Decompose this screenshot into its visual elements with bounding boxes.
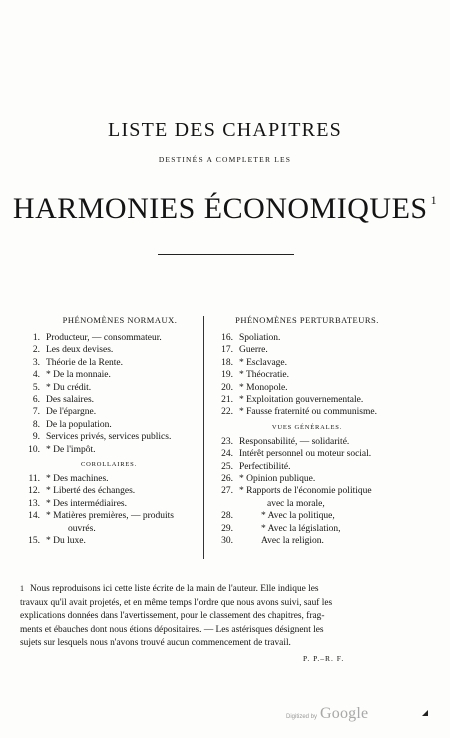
google-watermark [286,705,368,723]
item-text: Guerre. [239,345,268,356]
item-text: Perfectibilité. [239,461,291,472]
item-text: * Fausse fraternité ou communisme. [239,407,377,418]
item-text: * Opinion publique. [239,474,316,485]
title-footnote-marker: 1 [430,193,438,207]
item-number: 22. [221,407,233,418]
item-text: Services privés, services publics. [46,432,172,443]
list-item [18,485,200,497]
column-divider [203,316,204,559]
list-item [18,382,200,394]
item-number: 10. [28,444,40,455]
item-number: 19. [221,370,233,381]
item-text: Théorie de la Rente. [46,357,124,368]
footnote-marker: 1 [20,584,24,593]
right-column [207,314,407,548]
watermark-prefix: Digitized by [286,714,318,720]
list-item [18,369,200,381]
item-text: Responsabilité, — solidarité. [239,436,350,447]
item-text: Des salaires. [46,395,95,406]
item-text: * Esclavage. [239,357,288,368]
item-text: * Monopole. [239,382,288,393]
item-text: Producteur, — consommateur. [46,333,162,343]
list-item [207,344,407,356]
left-items [18,332,200,456]
footnote-signature: P. P.–R. F. [303,654,345,663]
item-text: Intérêt personnel ou moteur social. [239,449,372,460]
list-item [207,332,407,344]
list-item [18,535,200,547]
item-number: 25. [221,461,233,472]
list-item [207,510,407,522]
item-number: 1. [32,333,40,343]
list-item [18,444,200,456]
item-text: * Théocratie. [239,370,289,381]
item-text: Les deux devises. [46,345,114,356]
item-text: Spoliation. [239,333,281,343]
title-destines-a-completer: DESTINÉS A COMPLETER LES [158,155,292,164]
item-number: 24. [221,449,233,460]
item-text: * Des intermédiaires. [46,498,127,509]
list-item [207,436,407,448]
left-column-heading: PHÉNOMÈNES NORMAUX. [62,315,178,325]
item-number: 20. [221,382,233,393]
item-number: 9. [32,432,40,443]
item-number: 8. [32,419,40,430]
item-number: 28. [221,511,233,522]
item-text: * Du crédit. [46,382,92,393]
item-text: De l'épargne. [46,407,97,418]
footnote-line [20,582,432,597]
footnote-line: sujets sur lesquels nous n'avons trouvé aucun commencement de travail. [20,638,291,649]
list-item [18,394,200,406]
list-item [18,419,200,431]
item-text: Avec la religion. [261,536,324,547]
list-item [18,344,200,356]
title-liste-des-chapitres: LISTE DES CHAPITRES [108,119,342,141]
item-continuation: avec la morale, [267,498,325,509]
list-item [207,394,407,406]
right-subheading-vues-generales: VUES GÉNÉRALES. [271,423,343,431]
item-text: * De l'impôt. [46,444,96,455]
list-item [207,485,407,497]
item-number: 12. [28,486,40,497]
item-number: 2. [32,345,40,356]
google-logo: Google [320,705,369,722]
item-number: 14. [28,511,40,522]
list-item [207,406,407,418]
footnote-line: travaux qu'il avait projetés, et en même temps l'ordre que nous avons suivi, sauf les [20,597,333,608]
list-item [207,523,407,535]
list-item [207,461,407,473]
list-item [207,448,407,460]
item-text: * Rapports de l'économie politique [239,486,372,497]
title-divider [158,254,294,255]
list-item [207,382,407,394]
item-number: 23. [221,436,233,447]
item-number: 3. [32,357,40,368]
item-number: 27. [221,486,233,497]
item-number: 30. [221,536,233,547]
item-text: * Matières premières, — produits [46,511,174,522]
list-item [18,332,200,344]
item-number: 5. [32,382,40,393]
title-main-text: HARMONIES ÉCONOMIQUES [12,192,428,225]
footnote-text: Nous reproduisons ici cette liste écrite de la main de l'auteur. Elle indique les [30,584,319,594]
footnote-line: explications données dans l'avertissement, pour le classement des chapitres, frag- [20,611,325,622]
item-number: 26. [221,474,233,485]
item-number: 7. [32,407,40,418]
item-number: 6. [32,395,40,406]
item-number: 29. [221,523,233,534]
footnote-line: ments et ébauches dont nous étions dépositaires. — Les astérisques désignent les [20,624,324,635]
right-items-2 [207,436,407,548]
item-text: * Liberté des échanges. [46,486,136,497]
title-harmonies-economiques [0,182,450,227]
left-items-2 [18,473,200,547]
item-number: 11. [28,474,40,485]
item-number: 15. [28,536,40,547]
item-continuation: ouvrés. [68,523,96,534]
corner-triangle-icon [422,710,428,716]
item-text: * Des machines. [46,474,109,485]
item-number: 13. [28,498,40,509]
list-item [18,406,200,418]
item-text: * Exploitation gouvernementale. [239,395,364,406]
right-items [207,332,407,419]
item-number: 21. [221,395,233,406]
list-item [207,535,407,547]
list-item [207,369,407,381]
item-number: 18. [221,357,233,368]
item-text: * Avec la politique, [261,511,335,522]
item-text: * De la monnaie. [46,370,111,381]
item-number: 17. [221,345,233,356]
right-column-heading: PHÉNOMÈNES PERTURBATEURS. [235,315,379,325]
item-text: * Avec la législation, [261,523,341,534]
item-number: 16. [221,333,233,343]
list-item [18,510,200,522]
footnote [20,582,432,651]
list-item [207,357,407,369]
list-item [18,498,200,510]
item-text: De la population. [46,419,112,430]
left-subheading-corollaires: COROLLAIRES. [80,461,137,469]
list-item [18,431,200,443]
item-text: * Du luxe. [46,536,86,547]
item-number: 4. [32,370,40,381]
list-item [18,357,200,369]
list-item [18,473,200,485]
left-column [18,314,200,548]
list-item [207,473,407,485]
